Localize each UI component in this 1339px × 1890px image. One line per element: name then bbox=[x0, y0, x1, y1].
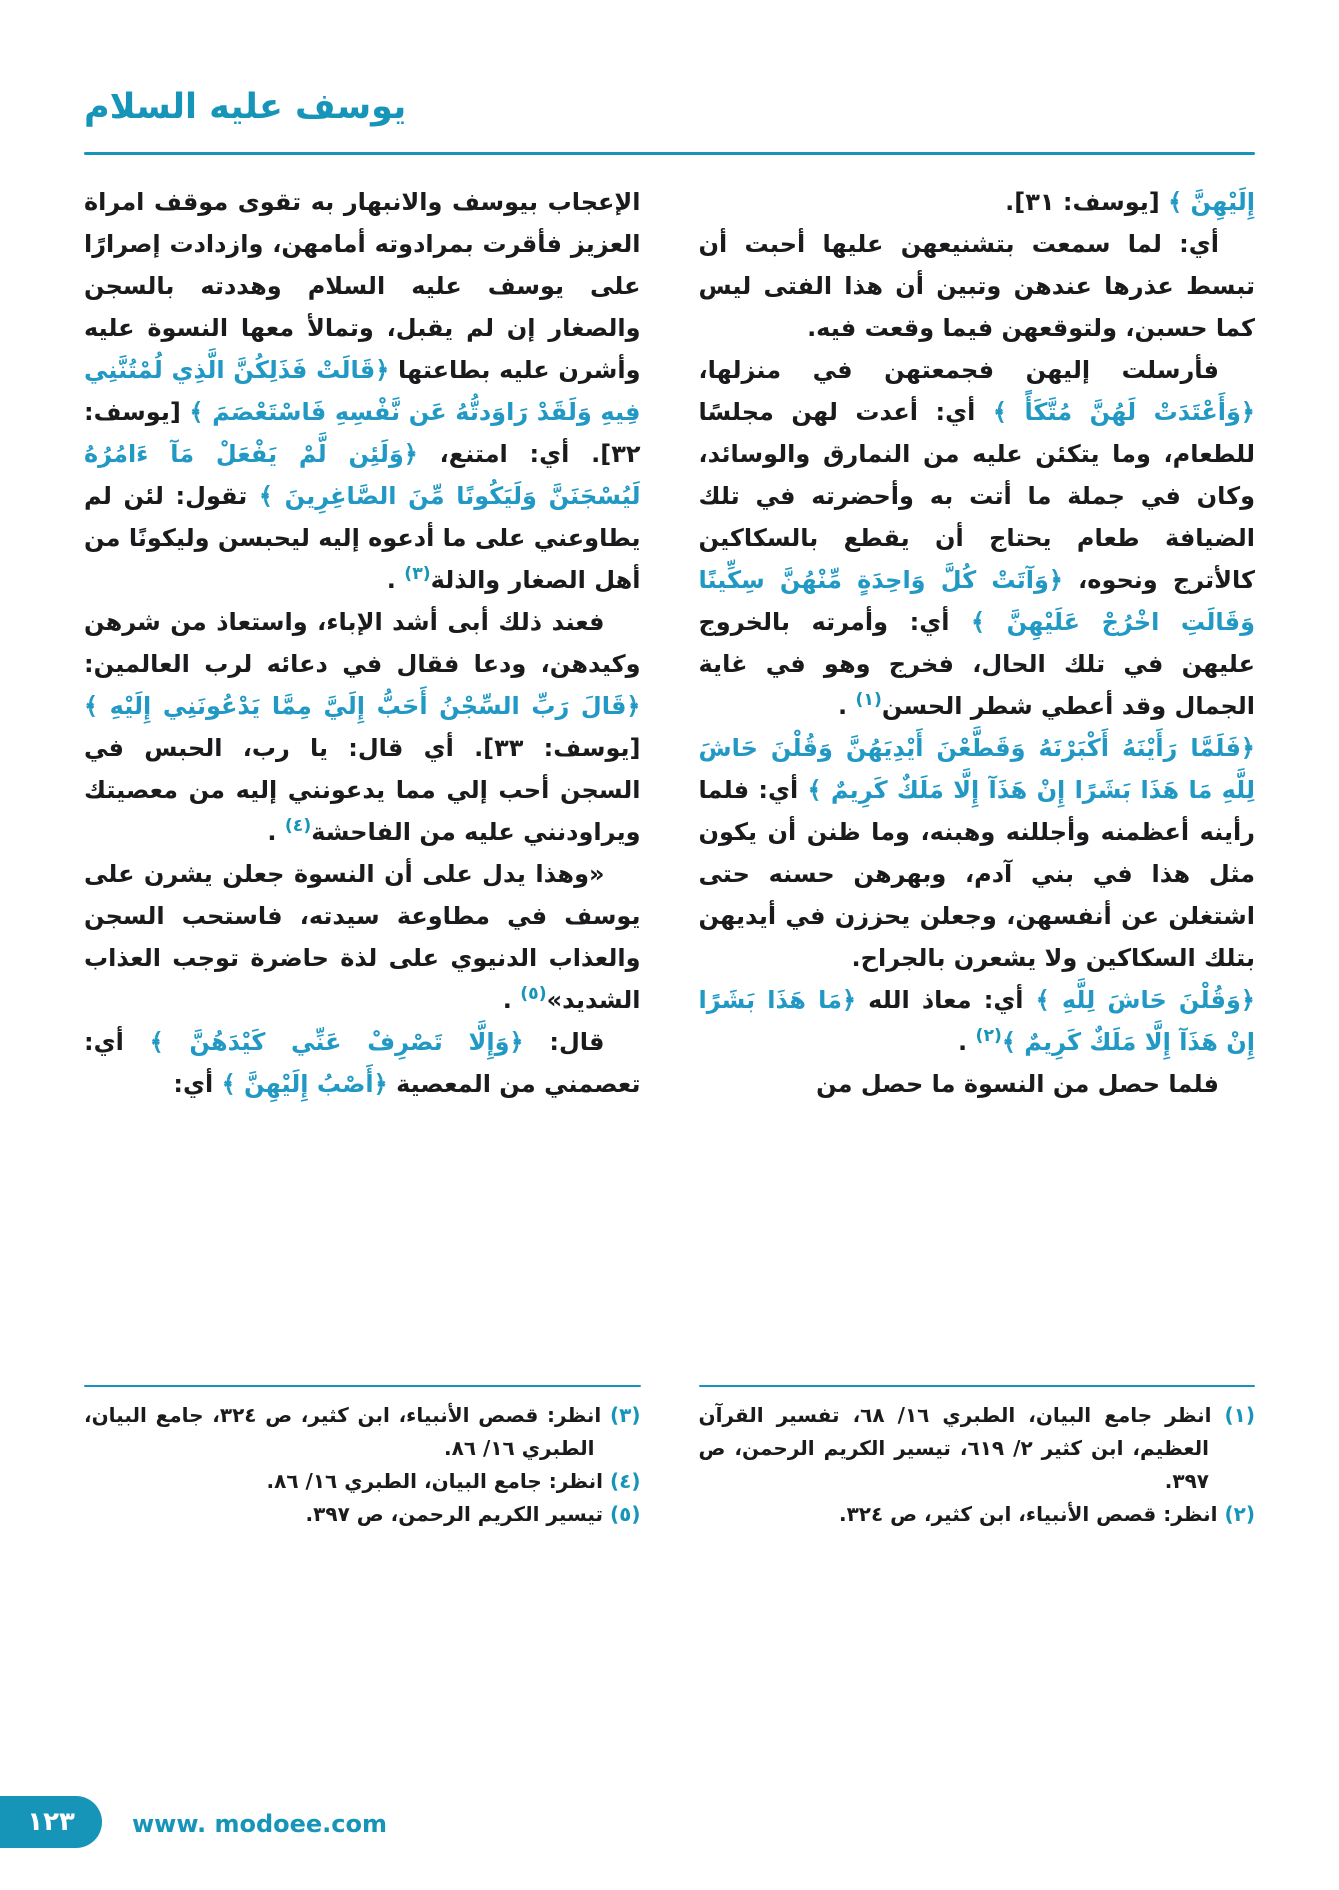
quran-verse: ﴿وَإِلَّا تَصْرِفْ عَنِّي كَيْدَهُنَّ ﴾ bbox=[149, 1028, 524, 1056]
column-right-body bbox=[699, 181, 1256, 1377]
page-header-title: يوسف عليه السلام bbox=[84, 87, 407, 127]
body-text: فلما حصل من النسوة ما حصل من bbox=[816, 1070, 1219, 1098]
body-text: [يوسف: ٣١]. bbox=[1005, 188, 1169, 216]
quran-verse: ﴿قَالَ رَبِّ السِّجْنُ أَحَبُّ إِلَيَّ مِمَّا يَدْعُونَنِي إِلَيْهِ ﴾ bbox=[84, 692, 641, 720]
footnote-ref: (١) bbox=[855, 690, 882, 710]
footnote-ref: (٤) bbox=[284, 816, 312, 836]
paragraph bbox=[699, 223, 1256, 349]
footnote-ref: (٣) bbox=[404, 564, 431, 584]
footnote-ref: (٢) bbox=[975, 1026, 1002, 1046]
body-text: أي: أعدت لهن مجلسًا للطعام، وما يتكئن عليه من النمارق والوسائد، وكان في جملة ما أتت به وأحضرته في تلك الضيافة طعام يحتاج أن يقطع بالسكاكين كالأترج ونحوه، bbox=[698, 398, 1255, 594]
quran-verse: إِلَيْهِنَّ ﴾ bbox=[1168, 188, 1255, 216]
body-text: أي: وأمرته بالخروج عليهن في تلك الحال، فخرج وهو في غاية الجمال وقد أعطي شطر الحسن bbox=[698, 608, 1255, 720]
website-label: www. modoee.com bbox=[132, 1810, 388, 1838]
footnotes-right bbox=[699, 1377, 1256, 1531]
footnote-text: انظر: قصص الأنبياء، ابن كثير، ص ٣٢٤، جامع البيان، الطبري ١٦/ ٨٦. bbox=[84, 1403, 602, 1460]
body-text: أي: bbox=[173, 1070, 222, 1098]
page-number-badge: ١٢٣ bbox=[0, 1796, 102, 1848]
header-rule bbox=[84, 152, 1255, 155]
footnote-list-left bbox=[84, 1399, 641, 1531]
quran-verse: ﴿وَأَعْتَدَتْ لَهُنَّ مُتَّكَأً ﴾ bbox=[992, 398, 1255, 426]
paragraph bbox=[84, 181, 641, 601]
footnote bbox=[84, 1399, 641, 1465]
footnote bbox=[699, 1498, 1256, 1531]
body-text: قال: bbox=[523, 1028, 605, 1056]
body-text: [يوسف: ٣٣]. أي قال: يا رب، الحبس في السجن أحب إلي مما يدعونني إليه من معصيتك ويراودنني عليه من الفاحشة bbox=[84, 734, 641, 846]
footnote-ref: (٥) bbox=[520, 984, 547, 1004]
quran-verse: ﴿مَا هَذَا بَشَرًا إِنْ هَذَآ إِلَّا مَلَكٌ كَرِيمٌ ﴾ bbox=[698, 986, 1255, 1056]
paragraph bbox=[84, 601, 641, 853]
footnote-text: تيسير الكريم الرحمن، ص ٣٩٧. bbox=[305, 1502, 604, 1526]
footnote bbox=[699, 1399, 1256, 1498]
body-text: . bbox=[502, 986, 521, 1014]
footnote bbox=[84, 1498, 641, 1531]
footnote-number: (٥) bbox=[603, 1502, 641, 1526]
paragraph bbox=[84, 1021, 641, 1105]
quran-verse: ﴿وَآتَتْ كُلَّ وَاحِدَةٍ مِّنْهُنَّ سِكِّينًا وَقَالَتِ اخْرُجْ عَلَيْهِنَّ ﴾ bbox=[698, 566, 1255, 636]
column-left bbox=[84, 181, 641, 1531]
body-text: أي: لما سمعت بتشنيعهن عليها أحبت أن تبسط عذرها عندهن وتبين أن هذا الفتى ليس كما حسبن، ولتوقعهن فيما وقعت فيه. bbox=[698, 230, 1255, 342]
two-column-text bbox=[84, 181, 1255, 1531]
body-text: فأرسلت إليهن فجمعتهن في منزلها، bbox=[698, 356, 1219, 384]
quran-verse: ﴿أَصْبُ إِلَيْهِنَّ ﴾ bbox=[221, 1070, 388, 1098]
footnote-list-right bbox=[699, 1399, 1256, 1531]
paragraph bbox=[84, 853, 641, 1021]
footnote-number: (٣) bbox=[601, 1403, 641, 1427]
page-footer bbox=[0, 1780, 1339, 1890]
footnote-separator bbox=[84, 1385, 641, 1387]
footnote-number: (١) bbox=[1211, 1403, 1255, 1427]
footnote-text: انظر جامع البيان، الطبري ١٦/ ٦٨، تفسير القرآن العظيم، ابن كثير ٢/ ٦١٩، تيسير الكريم الرحمن، ص ٣٩٧. bbox=[698, 1403, 1212, 1493]
paragraph bbox=[699, 349, 1256, 727]
body-text: . bbox=[267, 818, 285, 846]
footnote-text: انظر: جامع البيان، الطبري ١٦/ ٨٦. bbox=[266, 1469, 604, 1493]
body-text: «وهذا يدل على أن النسوة جعلن يشرن على يوسف في مطاوعة سيدته، فاستحب السجن والعذاب الدنيوي على لذة حاضرة توجب العذاب الشديد» bbox=[84, 860, 641, 1014]
footnote-separator bbox=[699, 1385, 1256, 1387]
body-text: أي: معاذ الله bbox=[856, 986, 1036, 1014]
paragraph bbox=[699, 1063, 1256, 1105]
footnotes-left bbox=[84, 1377, 641, 1531]
footnote-number: (٢) bbox=[1217, 1502, 1255, 1526]
page-header bbox=[0, 0, 1339, 138]
column-right bbox=[699, 181, 1256, 1531]
paragraph bbox=[699, 727, 1256, 979]
quran-verse: ﴿وَقُلْنَ حَاشَ لِلَّهِ ﴾ bbox=[1035, 986, 1255, 1014]
body-text: أي: تعصمني من المعصية bbox=[84, 1028, 641, 1098]
quran-verse: ﴿قَالَتْ فَذَلِكُنَّ الَّذِي لُمْتُنَّنِي فِيهِ وَلَقَدْ رَاوَدتُّهُ عَن نَّفْسِهِ فَاسْتَعْصَمَ ﴾ bbox=[84, 356, 641, 426]
body-text: [يوسف: ٣٢]. أي: امتنع، bbox=[84, 398, 641, 468]
body-text: فعند ذلك أبى أشد الإباء، واستعاذ من شرهن وكيدهن، ودعا فقال في دعائه لرب العالمين: bbox=[84, 608, 641, 678]
quran-verse: ﴿وَلَئِن لَّمْ يَفْعَلْ مَآ ءَامُرُهُ لَيُسْجَنَنَّ وَلَيَكُونًا مِّنَ الصَّاغِرِينَ ﴾ bbox=[84, 440, 641, 510]
body-text: تقول: لئن لم يطاوعني على ما أدعوه إليه ليحبسن وليكونًا من أهل الصغار والذلة bbox=[84, 482, 641, 594]
body-text: . bbox=[838, 692, 856, 720]
body-text: . bbox=[386, 566, 405, 594]
body-text: أي: فلما رأينه أعظمنه وأجللنه وهبنه، وما ظنن أن يكون مثل هذا في بني آدم، وبهرهن حسنه حتى اشتغلن عن أنفسهن، وجعلن يحززن في أيديهن بتلك السكاكين ولا يشعرن بالجراح. bbox=[698, 776, 1255, 972]
footnote-text: انظر: قصص الأنبياء، ابن كثير، ص ٣٢٤. bbox=[838, 1502, 1218, 1526]
paragraph bbox=[699, 181, 1256, 223]
body-text: . bbox=[958, 1028, 976, 1056]
footnote-number: (٤) bbox=[603, 1469, 641, 1493]
column-left-body bbox=[84, 181, 641, 1377]
paragraph bbox=[699, 979, 1256, 1063]
footnote bbox=[84, 1465, 641, 1498]
body-text: الإعجاب بيوسف والانبهار به تقوى موقف امراة العزيز فأقرت بمرادوته أمامهن، وازدادت إصرارًا على يوسف عليه السلام وهددته بالسجن والصغار إن لم يقبل، وتمالأ معها النسوة عليه وأشرن عليه بطاعتها bbox=[84, 188, 641, 384]
quran-verse: ﴿فَلَمَّا رَأَيْنَهُ أَكْبَرْنَهُ وَقَطَّعْنَ أَيْدِيَهُنَّ وَقُلْنَ حَاشَ لِلَّهِ مَا هَذَا بَشَرًا إِنْ هَذَآ إِلَّا مَلَكٌ كَرِيمٌ ﴾ bbox=[698, 734, 1255, 804]
